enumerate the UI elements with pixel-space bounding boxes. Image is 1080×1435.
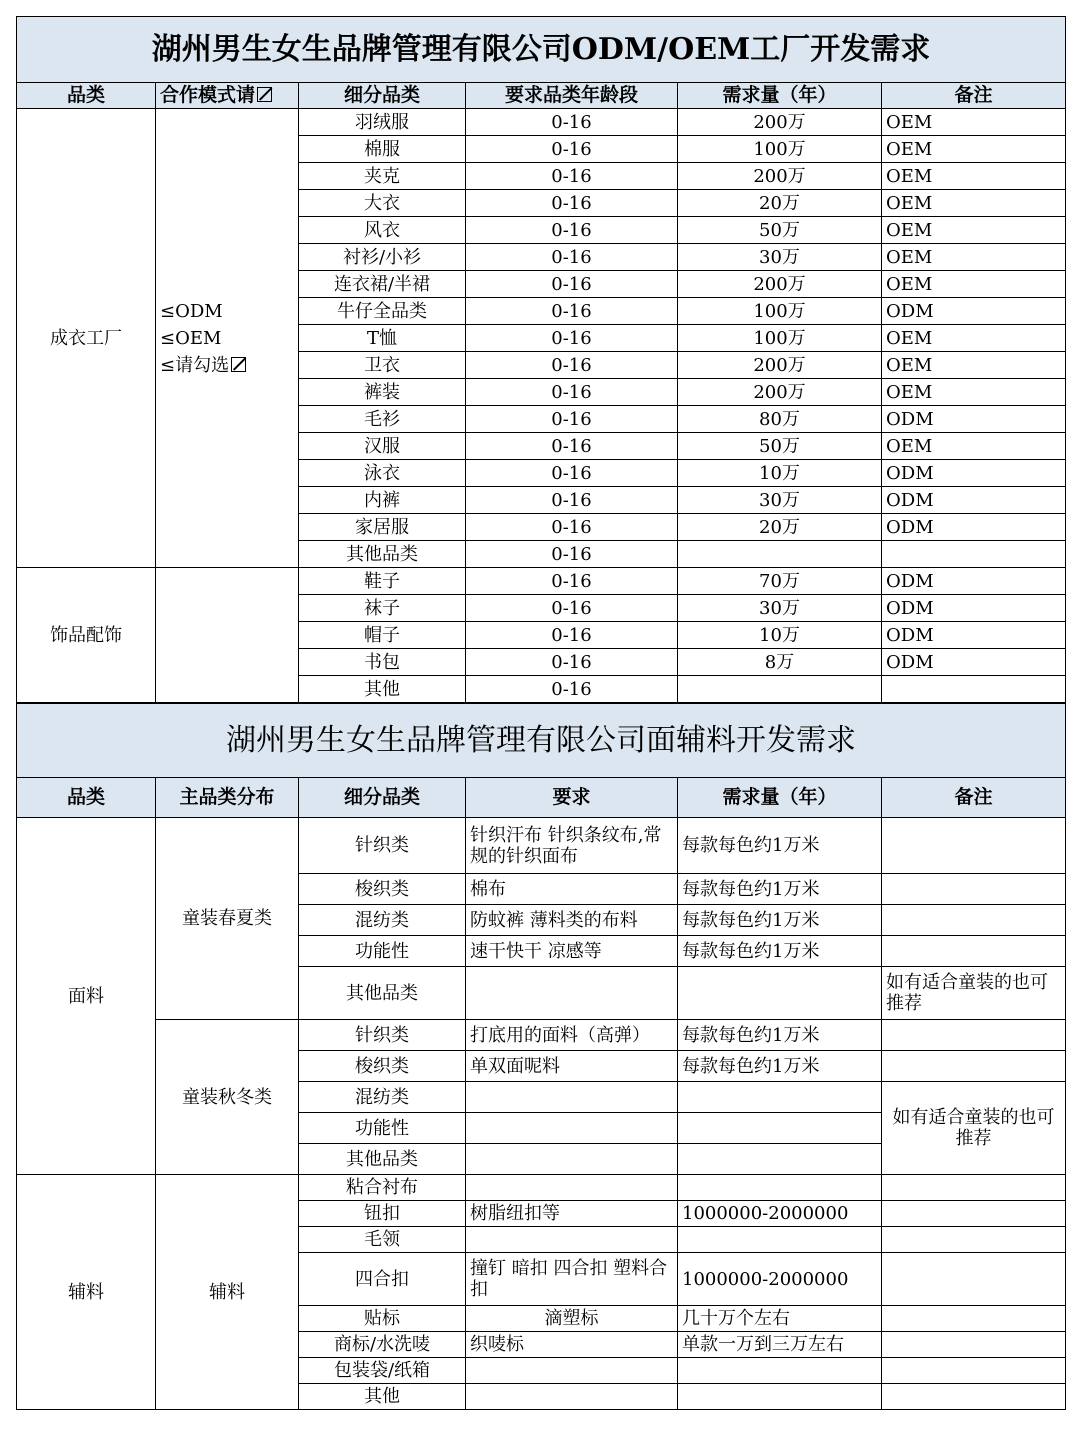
qty-cell	[678, 1113, 882, 1144]
requirement-cell: 织唛标	[466, 1332, 678, 1358]
note-cell: OEM	[882, 271, 1066, 298]
qty-cell: 30万	[678, 595, 882, 622]
requirement-cell: 打底用的面料（高弹）	[466, 1020, 678, 1051]
note-cell: OEM	[882, 379, 1066, 406]
item-cell: 毛领	[299, 1227, 466, 1253]
merged-note-cell: 如有适合童装的也可推荐	[882, 1082, 1066, 1175]
note-cell: OEM	[882, 433, 1066, 460]
item-cell: 棉服	[299, 136, 466, 163]
qty-cell: 每款每色约1万米	[678, 874, 882, 905]
age-cell: 0-16	[466, 487, 678, 514]
item-cell: 汉服	[299, 433, 466, 460]
qty-cell: 每款每色约1万米	[678, 1051, 882, 1082]
qty-cell	[678, 1144, 882, 1175]
column-header: 细分品类	[299, 83, 466, 109]
note-cell: ODM	[882, 649, 1066, 676]
column-header: 要求品类年龄段	[466, 83, 678, 109]
qty-cell: 200万	[678, 352, 882, 379]
table-row	[17, 83, 1066, 109]
category-cell: 成衣工厂	[17, 109, 156, 568]
note-cell	[882, 1201, 1066, 1227]
age-cell: 0-16	[466, 109, 678, 136]
qty-cell	[678, 541, 882, 568]
qty-cell	[678, 1227, 882, 1253]
item-cell: 四合扣	[299, 1253, 466, 1306]
item-cell: 包装袋/纸箱	[299, 1358, 466, 1384]
qty-cell	[678, 967, 882, 1020]
cooperation-mode-cell	[156, 568, 299, 703]
qty-cell: 200万	[678, 379, 882, 406]
qty-cell: 50万	[678, 217, 882, 244]
note-cell	[882, 676, 1066, 703]
mode-option-label: ≤OEM	[160, 327, 222, 349]
qty-cell	[678, 1175, 882, 1201]
note-cell: OEM	[882, 244, 1066, 271]
note-cell: OEM	[882, 163, 1066, 190]
requirement-cell: 滴塑标	[466, 1306, 678, 1332]
age-cell: 0-16	[466, 649, 678, 676]
note-cell	[882, 936, 1066, 967]
age-cell: 0-16	[466, 541, 678, 568]
age-cell: 0-16	[466, 622, 678, 649]
qty-cell	[678, 676, 882, 703]
age-cell: 0-16	[466, 244, 678, 271]
item-cell: 梭织类	[299, 874, 466, 905]
qty-cell: 200万	[678, 163, 882, 190]
age-cell: 0-16	[466, 568, 678, 595]
qty-cell	[678, 1384, 882, 1410]
column-header: 需求量（年）	[678, 83, 882, 109]
note-cell	[882, 1384, 1066, 1410]
age-cell: 0-16	[466, 163, 678, 190]
item-cell: 帽子	[299, 622, 466, 649]
item-cell: 卫衣	[299, 352, 466, 379]
qty-cell: 10万	[678, 460, 882, 487]
age-cell: 0-16	[466, 676, 678, 703]
age-cell: 0-16	[466, 406, 678, 433]
item-cell: 混纺类	[299, 905, 466, 936]
qty-cell: 50万	[678, 433, 882, 460]
age-cell: 0-16	[466, 460, 678, 487]
column-header: 要求	[466, 778, 678, 818]
note-cell: OEM	[882, 109, 1066, 136]
qty-cell: 80万	[678, 406, 882, 433]
item-cell: 毛衫	[299, 406, 466, 433]
item-cell: 梭织类	[299, 1051, 466, 1082]
requirement-cell: 单双面呢料	[466, 1051, 678, 1082]
requirement-cell	[466, 1227, 678, 1253]
note-cell	[882, 905, 1066, 936]
note-cell	[882, 1051, 1066, 1082]
item-cell: 家居服	[299, 514, 466, 541]
table-row	[17, 704, 1066, 778]
item-cell: 功能性	[299, 1113, 466, 1144]
mode-option-label: ≤ODM	[160, 300, 223, 322]
note-cell: OEM	[882, 136, 1066, 163]
note-cell: OEM	[882, 325, 1066, 352]
qty-cell: 每款每色约1万米	[678, 905, 882, 936]
table-row	[17, 778, 1066, 818]
column-header: 品类	[17, 83, 156, 109]
item-cell: 鞋子	[299, 568, 466, 595]
item-cell: 羽绒服	[299, 109, 466, 136]
item-cell: 针织类	[299, 1020, 466, 1051]
item-cell: 书包	[299, 649, 466, 676]
cooperation-mode-cell	[156, 109, 299, 568]
category-cell: 面料	[17, 818, 156, 1175]
qty-cell: 8万	[678, 649, 882, 676]
column-header: 品类	[17, 778, 156, 818]
column-header: 备注	[882, 778, 1066, 818]
note-cell	[882, 1227, 1066, 1253]
odm-oem-demand-table	[16, 16, 1066, 703]
requirement-cell: 棉布	[466, 874, 678, 905]
column-header: 细分品类	[299, 778, 466, 818]
requirement-cell	[466, 1175, 678, 1201]
note-cell	[882, 818, 1066, 874]
requirement-cell	[466, 1113, 678, 1144]
column-header: 备注	[882, 83, 1066, 109]
item-cell: 其他品类	[299, 541, 466, 568]
note-cell	[882, 874, 1066, 905]
qty-cell: 每款每色约1万米	[678, 1020, 882, 1051]
note-cell: 如有适合童装的也可推荐	[882, 967, 1066, 1020]
note-cell	[882, 541, 1066, 568]
qty-cell	[678, 1358, 882, 1384]
item-cell: 针织类	[299, 818, 466, 874]
category-cell: 饰品配饰	[17, 568, 156, 703]
age-cell: 0-16	[466, 325, 678, 352]
age-cell: 0-16	[466, 595, 678, 622]
note-cell: ODM	[882, 487, 1066, 514]
main-category-cell: 童装秋冬类	[156, 1020, 299, 1175]
item-cell: T恤	[299, 325, 466, 352]
age-cell: 0-16	[466, 217, 678, 244]
note-cell: ODM	[882, 514, 1066, 541]
table-row	[17, 109, 1066, 136]
table-row	[17, 17, 1066, 83]
item-cell: 大衣	[299, 190, 466, 217]
requirement-cell	[466, 967, 678, 1020]
item-cell: 连衣裙/半裙	[299, 271, 466, 298]
main-category-cell: 辅料	[156, 1175, 299, 1410]
qty-cell: 10万	[678, 622, 882, 649]
age-cell: 0-16	[466, 271, 678, 298]
table-title: 湖州男生女生品牌管理有限公司面辅料开发需求	[17, 704, 1066, 778]
item-cell: 风衣	[299, 217, 466, 244]
category-cell: 辅料	[17, 1175, 156, 1410]
requirement-cell	[466, 1384, 678, 1410]
age-cell: 0-16	[466, 136, 678, 163]
item-cell: 其他品类	[299, 967, 466, 1020]
note-cell	[882, 1332, 1066, 1358]
qty-cell: 200万	[678, 109, 882, 136]
note-cell	[882, 1253, 1066, 1306]
qty-cell: 1000000-2000000	[678, 1201, 882, 1227]
item-cell: 钮扣	[299, 1201, 466, 1227]
item-cell: 粘合衬布	[299, 1175, 466, 1201]
qty-cell: 30万	[678, 487, 882, 514]
item-cell: 袜子	[299, 595, 466, 622]
note-cell: ODM	[882, 595, 1066, 622]
qty-cell: 几十万个左右	[678, 1306, 882, 1332]
item-cell: 其他	[299, 1384, 466, 1410]
requirement-cell	[466, 1144, 678, 1175]
note-cell: OEM	[882, 217, 1066, 244]
age-cell: 0-16	[466, 298, 678, 325]
mode-option	[160, 352, 294, 379]
age-cell: 0-16	[466, 514, 678, 541]
mode-option	[160, 325, 294, 352]
table-row	[17, 568, 1066, 595]
main-category-cell: 童装春夏类	[156, 818, 299, 1020]
item-cell: 其他品类	[299, 1144, 466, 1175]
note-cell: ODM	[882, 298, 1066, 325]
age-cell: 0-16	[466, 379, 678, 406]
requirement-cell: 树脂纽扣等	[466, 1201, 678, 1227]
requirement-cell: 防蚊裤 薄料类的布料	[466, 905, 678, 936]
requirement-cell: 速干快干 凉感等	[466, 936, 678, 967]
requirement-cell	[466, 1082, 678, 1113]
item-cell: 功能性	[299, 936, 466, 967]
table-row	[17, 1020, 1066, 1051]
qty-cell: 1000000-2000000	[678, 1253, 882, 1306]
note-cell	[882, 1306, 1066, 1332]
note-cell: ODM	[882, 568, 1066, 595]
requirement-cell: 针织汗布 针织条纹布,常规的针织面布	[466, 818, 678, 874]
age-cell: 0-16	[466, 190, 678, 217]
column-header: 主品类分布	[156, 778, 299, 818]
item-cell: 裤装	[299, 379, 466, 406]
table-row	[17, 818, 1066, 874]
qty-cell: 100万	[678, 298, 882, 325]
qty-cell: 70万	[678, 568, 882, 595]
item-cell: 内裤	[299, 487, 466, 514]
note-cell: ODM	[882, 406, 1066, 433]
checkbox-icon	[231, 357, 246, 372]
item-cell: 泳衣	[299, 460, 466, 487]
note-cell	[882, 1175, 1066, 1201]
item-cell: 牛仔全品类	[299, 298, 466, 325]
item-cell: 夹克	[299, 163, 466, 190]
fabric-accessory-demand-table	[16, 703, 1066, 1410]
qty-cell: 20万	[678, 514, 882, 541]
qty-cell: 200万	[678, 271, 882, 298]
table-title: 湖州男生女生品牌管理有限公司ODM/OEM工厂开发需求	[17, 17, 1066, 83]
age-cell: 0-16	[466, 352, 678, 379]
note-cell: OEM	[882, 352, 1066, 379]
checkbox-icon	[257, 87, 272, 102]
note-cell: OEM	[882, 190, 1066, 217]
requirement-cell: 撞钉 暗扣 四合扣 塑料合扣	[466, 1253, 678, 1306]
qty-cell: 每款每色约1万米	[678, 936, 882, 967]
item-cell: 衬衫/小衫	[299, 244, 466, 271]
qty-cell: 每款每色约1万米	[678, 818, 882, 874]
item-cell: 商标/水洗唛	[299, 1332, 466, 1358]
note-cell: ODM	[882, 460, 1066, 487]
qty-cell: 20万	[678, 190, 882, 217]
note-cell	[882, 1358, 1066, 1384]
qty-cell: 100万	[678, 325, 882, 352]
column-header: 合作模式请	[156, 83, 299, 109]
item-cell: 混纺类	[299, 1082, 466, 1113]
qty-cell: 30万	[678, 244, 882, 271]
qty-cell: 100万	[678, 136, 882, 163]
qty-cell: 单款一万到三万左右	[678, 1332, 882, 1358]
mode-option	[160, 298, 294, 325]
column-header: 需求量（年）	[678, 778, 882, 818]
table-row	[17, 1175, 1066, 1201]
item-cell: 贴标	[299, 1306, 466, 1332]
requirement-cell	[466, 1358, 678, 1384]
note-cell: ODM	[882, 622, 1066, 649]
note-cell	[882, 1020, 1066, 1051]
mode-option-label: ≤请勾选	[160, 354, 230, 376]
item-cell: 其他	[299, 676, 466, 703]
age-cell: 0-16	[466, 433, 678, 460]
qty-cell	[678, 1082, 882, 1113]
